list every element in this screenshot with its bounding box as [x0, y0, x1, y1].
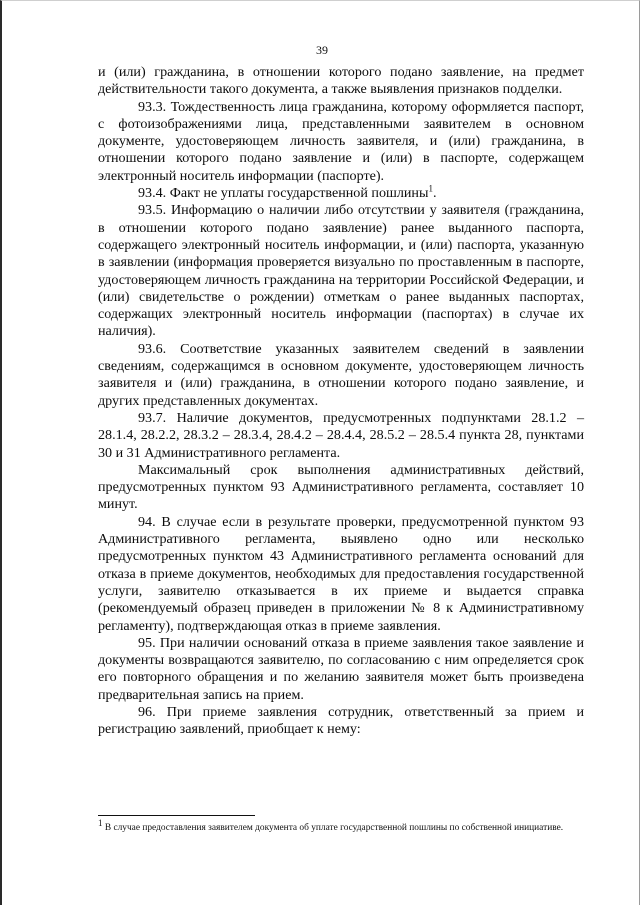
- footnote-text: В случае предоставления заявителем документа об уплате государственной пошлины по собственной инициативе.: [102, 823, 564, 833]
- paragraph-95: 95. При наличии оснований отказа в приеме заявления такое заявление и документы возвращаются заявителю, по согласованию с ним определяется срок его повторного обращения и по желанию заявителя может быть произведена предварительная запись на прием.: [98, 634, 584, 703]
- paragraph-94: 94. В случае если в результате проверки, предусмотренной пунктом 93 Административного регламента, выявлено одно или несколько предусмотренных пунктом 43 Административного регламента оснований для отказа в приеме документов, необходимых для предоставления государственной услуги, заявителю отказывается в их приеме и выдается справка (рекомендуемый образец приведен в приложении № 8 к Административному регламенту), подтверждающая отказ в приеме заявления.: [98, 513, 584, 634]
- paragraph-max-time: Максимальный срок выполнения административных действий, предусмотренных пунктом 93 Административного регламента, составляет 10 минут.: [98, 461, 584, 513]
- paragraph-93-6: 93.6. Соответствие указанных заявителем сведений в заявлении сведениям, содержащимся в основном документе, удостоверяющем личность заявителя и (или) гражданина, в отношении которого подано заявление, и других представленных документах.: [98, 340, 584, 409]
- paragraph-text: 93.4. Факт не уплаты государственной пошлины: [138, 185, 429, 202]
- footnote-reference: 1: [428, 183, 433, 194]
- footnote: [98, 817, 584, 835]
- paragraph: и (или) гражданина, в отношении которого подано заявление, на предмет действительности такого документа, а также выявления признаков подделки.: [98, 64, 584, 98]
- paragraph-93-3: 93.3. Тождественность лица гражданина, которому оформляется паспорт, с фотоизображениями лица, представленными заявителем в основном документе, удостоверяющем личность заявителя, и (или) гражданина, в отношении которого подано заявление и (или) в паспорте, содержащем электронный носитель информации (паспорте).: [98, 98, 584, 184]
- paragraph-93-5: 93.5. Информацию о наличии либо отсутствии у заявителя (гражданина, в отношении которого подано заявление) ранее выданного паспорта, содержащего электронный носитель информации, и (или) паспорта, указанную в заявлении (информация проверяется визуально по проставленным в паспорте, удостоверяющем личность гражданина на территории Российской Федерации, и (или) свидетельстве о рождении) отметкам о ранее выданных паспортах, содержащих электронный носитель информации (паспортах) в случае их наличия).: [98, 202, 584, 340]
- paragraph-93-4: [98, 185, 584, 202]
- paragraph-end: .: [432, 185, 437, 202]
- footnote-separator: [98, 815, 255, 816]
- footnote-marker: 1: [98, 817, 103, 828]
- paragraph-93-7: 93.7. Наличие документов, предусмотренных подпунктами 28.1.2 – 28.1.4, 28.2.2, 28.3.2 – 28.3.4, 28.4.2 – 28.4.4, 28.5.2 – 28.5.4 пункта 28, пунктами 30 и 31 Административного регламента.: [98, 409, 584, 461]
- body-text: [98, 64, 584, 739]
- paragraph-96: 96. При приеме заявления сотрудник, ответственный за прием и регистрацию заявлений, приобщает к нему:: [98, 703, 584, 738]
- page-number: 39: [316, 43, 328, 57]
